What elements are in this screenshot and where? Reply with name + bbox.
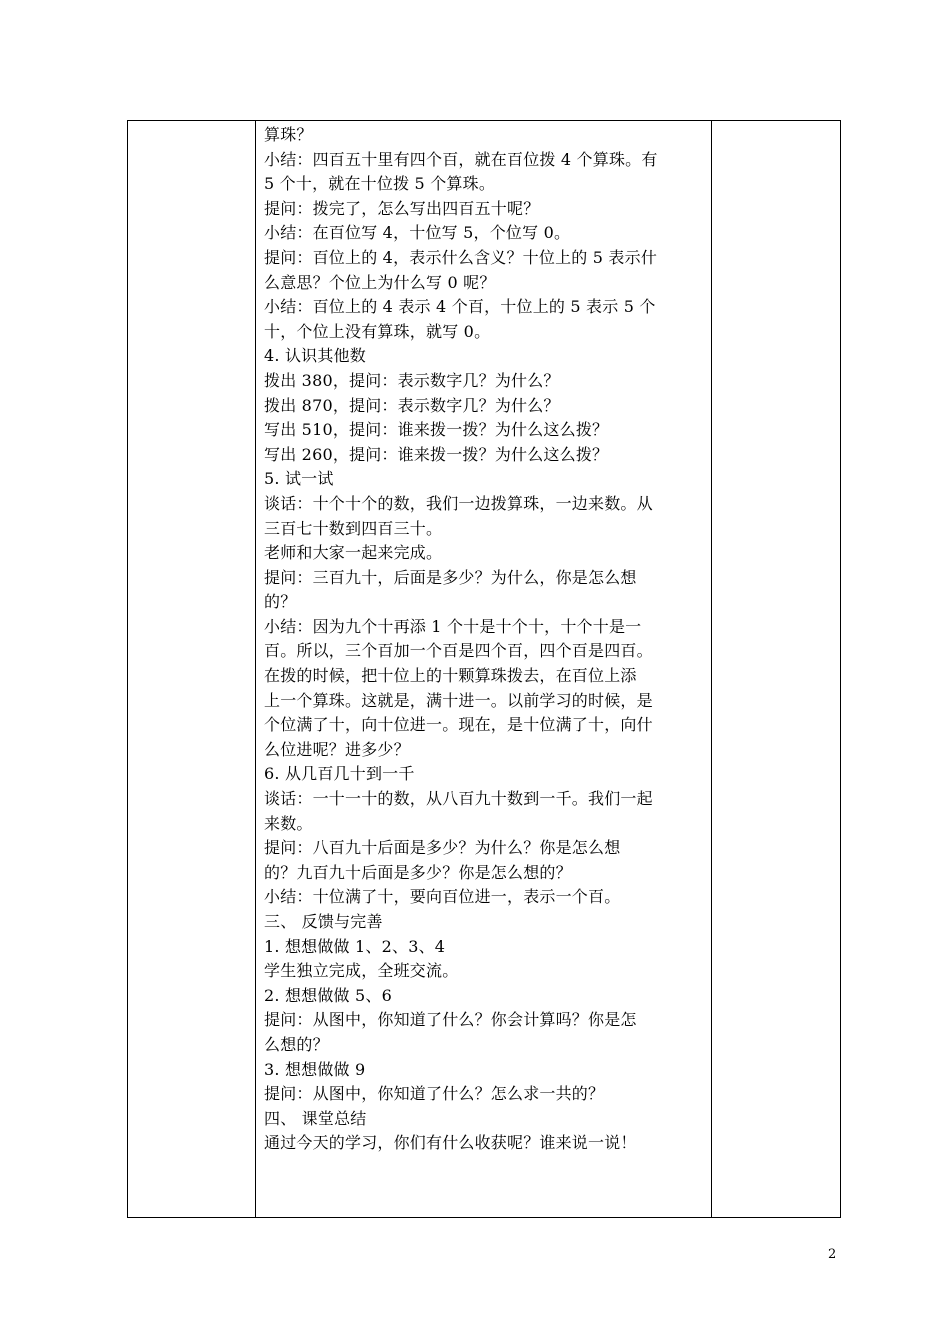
lesson-line: 谈话：一十一十的数，从八百九十数到一千。我们一起 [264, 789, 653, 809]
lesson-content-column [256, 121, 712, 1217]
lesson-line: 在拨的时候，把十位上的十颗算珠拨去，在百位上添 [264, 666, 637, 686]
right-column [712, 121, 840, 1217]
lesson-line: 么位进呢？进多少？ [264, 739, 410, 759]
lesson-line: 么意思？个位上为什么写 0 呢？ [264, 272, 496, 292]
lesson-line: 通过今天的学习，你们有什么收获呢？谁来说一说！ [264, 1133, 637, 1153]
lesson-line: 3. 想想做做 9 [264, 1059, 366, 1079]
lesson-line: 2. 想想做做 5、6 [264, 985, 392, 1005]
lesson-line: 三百七十数到四百三十。 [264, 518, 443, 538]
lesson-line: 小结：百位上的 4 表示 4 个百，十位上的 5 表示 5 个 [264, 297, 656, 317]
lesson-line: 三、 反馈与完善 [264, 912, 383, 931]
lesson-line: 4. 认识其他数 [264, 346, 366, 366]
lesson-line: 提问：百位上的 4，表示什么含义？十位上的 5 表示什 [264, 247, 658, 267]
lesson-line: 提问：从图中，你知道了什么？你会计算吗？你是怎 [264, 1010, 637, 1030]
lesson-line: 谈话：十个十个的数，我们一边拨算珠，一边来数。从 [264, 493, 653, 513]
lesson-line: 的？ [264, 592, 297, 612]
lesson-line: 小结：十位满了十，要向百位进一，表示一个百。 [264, 887, 621, 907]
lesson-line: 5 个十，就在十位拨 5 个算珠。 [264, 174, 496, 194]
lesson-line: 的？九百九十后面是多少？你是怎么想的？ [264, 862, 572, 882]
lesson-line: 拨出 380，提问：表示数字几？为什么？ [264, 370, 560, 390]
lesson-line: 拨出 870，提问：表示数字几？为什么？ [264, 395, 560, 415]
lesson-line: 学生独立完成，全班交流。 [264, 961, 459, 981]
lesson-line: 么想的？ [264, 1034, 329, 1054]
lesson-line: 提问：拨完了，怎么写出四百五十呢？ [264, 198, 540, 218]
lesson-line: 来数。 [264, 813, 313, 833]
lesson-line: 算珠？ [264, 125, 313, 144]
page-number: 2 [828, 1247, 837, 1262]
lesson-line: 百。所以，三个百加一个百是四个百，四个百是四百。 [264, 641, 653, 661]
lesson-line: 提问：三百九十，后面是多少？为什么，你是怎么想 [264, 567, 637, 587]
lesson-line: 上一个算珠。这就是，满十进一。以前学习的时候，是 [264, 690, 653, 710]
lesson-line: 写出 510，提问：谁来拨一拨？为什么这么拨？ [264, 420, 609, 440]
lesson-line: 小结：因为九个十再添 1 个十是十个十，十个十是一 [264, 616, 642, 636]
lesson-line: 提问：八百九十后面是多少？为什么？你是怎么想 [264, 838, 621, 858]
lesson-line: 写出 260，提问：谁来拨一拨？为什么这么拨？ [264, 444, 609, 464]
lesson-table [127, 120, 841, 1218]
left-column [128, 121, 256, 1217]
lesson-line: 老师和大家一起来完成。 [264, 543, 443, 563]
lesson-line: 提问：从图中，你知道了什么？怎么求一共的？ [264, 1084, 605, 1104]
lesson-line: 6. 从几百几十到一千 [264, 764, 415, 784]
lesson-line: 十，个位上没有算珠，就写 0。 [264, 321, 491, 341]
lesson-line: 1. 想想做做 1、2、3、4 [264, 936, 446, 956]
lesson-line: 小结：在百位写 4，十位写 5，个位写 0。 [264, 223, 571, 243]
lesson-line: 个位满了十，向十位进一。现在，是十位满了十，向什 [264, 715, 653, 735]
lesson-line: 5. 试一试 [264, 469, 334, 489]
lesson-line: 四、 课堂总结 [264, 1108, 367, 1128]
lesson-line: 小结：四百五十里有四个百，就在百位拨 4 个算珠。有 [264, 149, 658, 169]
